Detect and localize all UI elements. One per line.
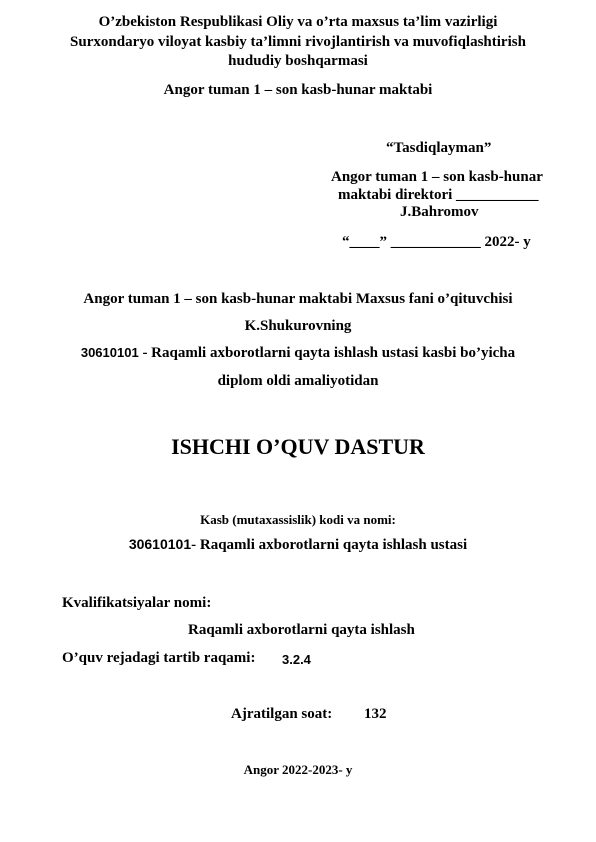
author-name: K.Shukurovning <box>244 318 352 334</box>
qualification-label: Kvalifikatsiyalar nomi: <box>62 595 212 611</box>
school-heading: Angor tuman 1 – son kasb-hunar maktabi <box>163 82 433 98</box>
curriculum-value: 3.2.4 <box>282 652 311 667</box>
approval-date: “____” ____________ 2022- y <box>342 234 531 250</box>
department-heading-line1: Surxondaryo viloyat kasbiy ta’limni rivojlantirish va muvofiqlashtirish <box>70 34 526 50</box>
hours-label: Ajratilgan soat: <box>231 706 333 722</box>
program-code: 30610101 <box>80 345 139 360</box>
qualification-value: Raqamli axborotlarni qayta ishlash <box>188 622 415 638</box>
author-line1: Angor tuman 1 – son kasb-hunar maktabi Maxsus fani o’qituvchisi <box>83 291 513 307</box>
approval-position-line2: maktabi direktori ___________ <box>338 187 539 203</box>
document-title: ISHCHI O’QUV DASTUR <box>171 434 425 459</box>
approval-heading: “Tasdiqlayman” <box>386 140 492 156</box>
department-heading-line2: hududiy boshqarmasi <box>228 53 368 69</box>
director-name: J.Bahromov <box>400 204 479 220</box>
profession-code: 30610101 <box>128 536 192 552</box>
footer-place-year: Angor 2022-2023- y <box>243 762 353 777</box>
author-program-line <box>0 345 596 362</box>
profession-label: Kasb (mutaxassislik) kodi va nomi: <box>200 512 396 527</box>
program-description: - Raqamli axborotlarni qayta ishlash ustasi kasbi bo’yicha <box>138 345 516 361</box>
author-line4: diplom oldi amaliyotidan <box>217 373 379 389</box>
approval-position-line1: Angor tuman 1 – son kasb-hunar <box>331 169 543 185</box>
hours-value: 132 <box>364 706 387 722</box>
profession-line <box>0 536 596 554</box>
profession-name: - Raqamli axborotlarni qayta ishlash ustasi <box>191 537 468 553</box>
curriculum-label: O’quv rejadagi tartib raqami: <box>62 650 256 666</box>
ministry-heading: O’zbekiston Respublikasi Oliy va o’rta maxsus ta’lim vazirligi <box>98 14 498 30</box>
